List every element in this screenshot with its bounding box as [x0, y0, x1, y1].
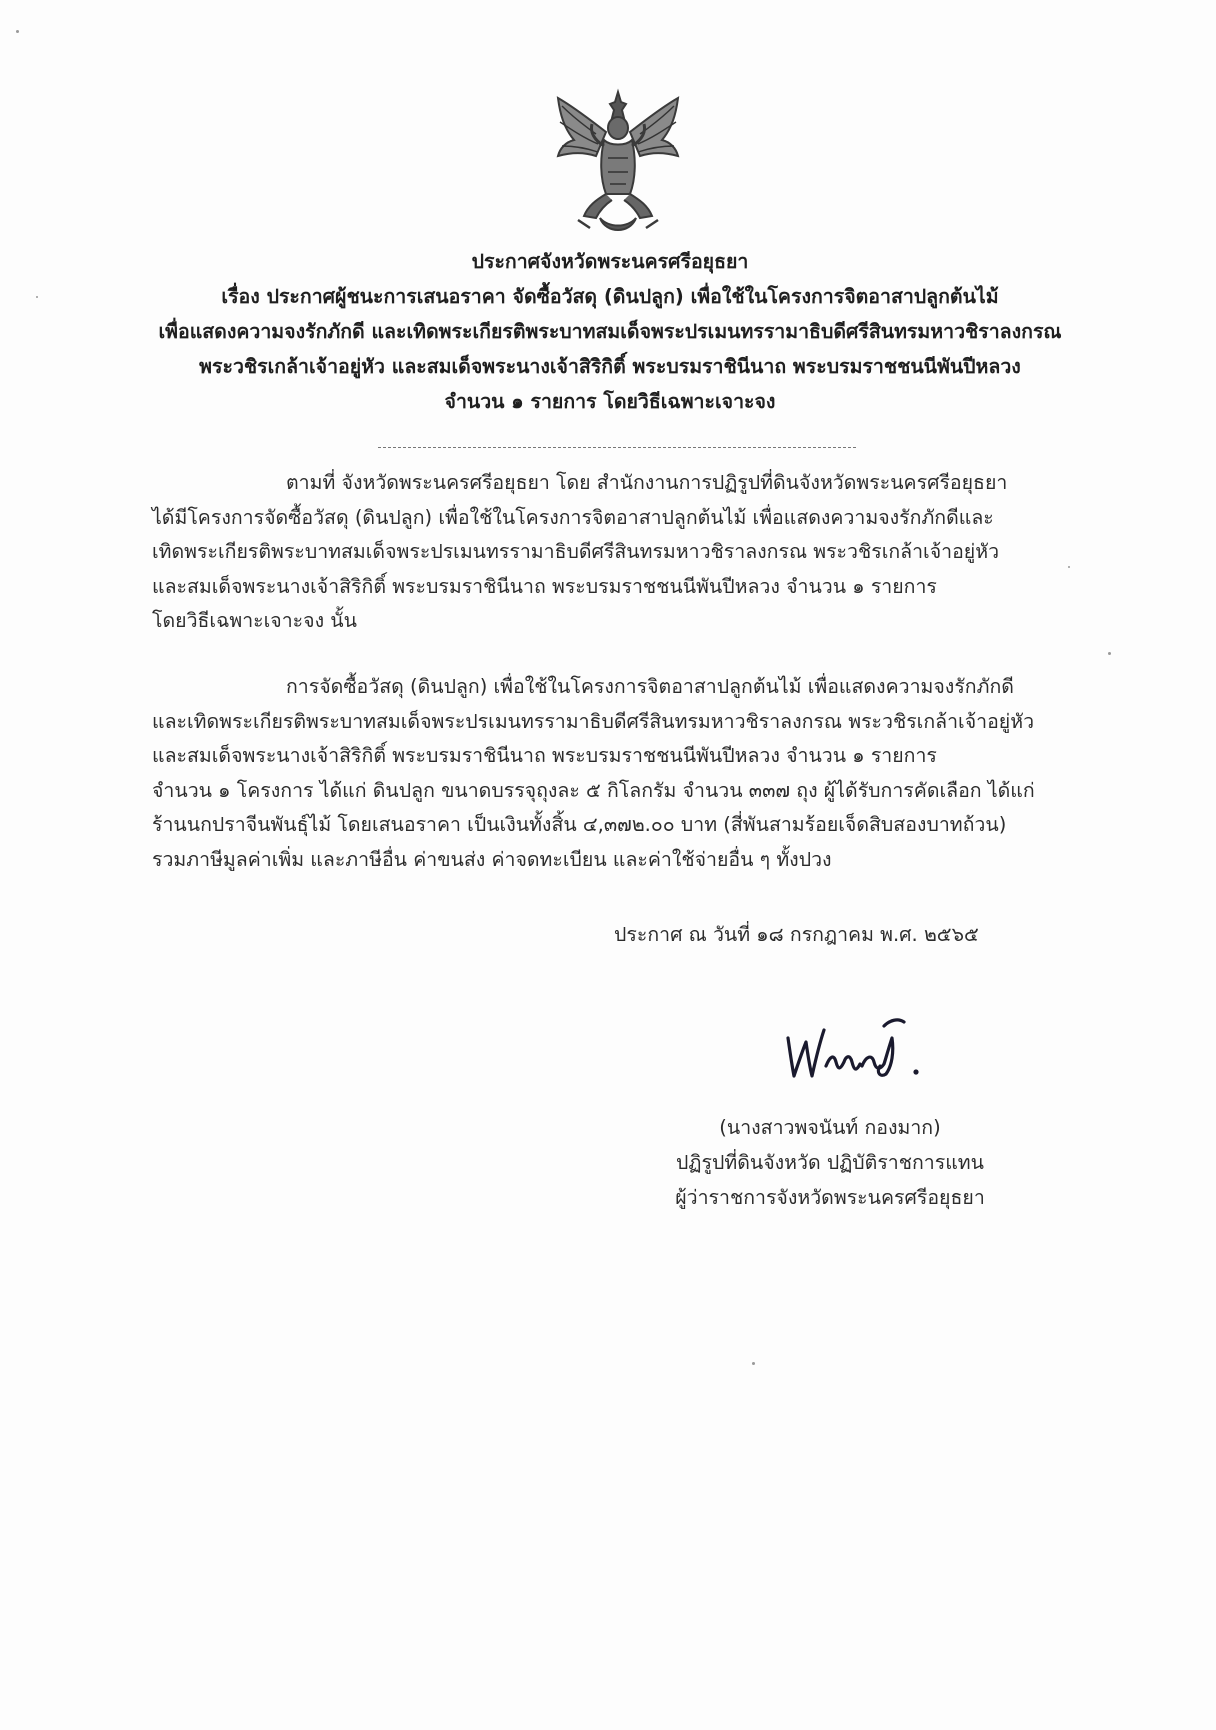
paragraph-line: ได้มีโครงการจัดซื้อวัสดุ (ดินปลูก) เพื่อใช้ในโครงการจิตอาสาปลูกต้นไม้ เพื่อแสดงความจงรักภักดีและ [152, 505, 994, 529]
scan-speck [1108, 652, 1111, 655]
handwritten-signature [780, 1008, 930, 1088]
announcement-subject-line: จำนวน ๑ รายการ โดยวิธีเฉพาะเจาะจง [444, 390, 776, 413]
paragraph-line: การจัดซื้อวัสดุ (ดินปลูก) เพื่อใช้ในโครงการจิตอาสาปลูกต้นไม้ เพื่อแสดงความจงรักภักดี [286, 675, 1014, 698]
announcement-subject-line: เพื่อแสดงความจงรักภักดี และเทิดพระเกียรติพระบาทสมเด็จพระปรเมนทรรามาธิบดีศรีสินทรมหาวชิราลงกรณ [158, 320, 1062, 343]
announcement-header [140, 244, 1080, 419]
signer-name: (นางสาวพจนันท์ กองมาก) [719, 1116, 941, 1139]
announcement-date: ประกาศ ณ วันที่ ๑๘ กรกฎาคม พ.ศ. ๒๕๖๕ [614, 923, 979, 946]
body-paragraph-1 [152, 466, 1082, 639]
paragraph-line: และสมเด็จพระนางเจ้าสิริกิติ์ พระบรมราชินีนาถ พระบรมราชชนนีพันปีหลวง จำนวน ๑ รายการ [152, 744, 937, 767]
announcement-subject-line: พระวชิรเกล้าเจ้าอยู่หัว และสมเด็จพระนางเจ้าสิริกิติ์ พระบรมราชินีนาถ พระบรมราชชนนีพันปีหลวง [199, 355, 1021, 378]
paragraph-line: ร้านนกปราจีนพันธุ์ไม้ โดยเสนอราคา เป็นเงินทั้งสิ้น ๔,๓๗๒.๐๐ บาท (สี่พันสามร้อยเจ็ดสิบสองบาทถ้วน) [152, 813, 1007, 836]
signer-block [630, 1110, 1030, 1215]
paragraph-line: รวมภาษีมูลค่าเพิ่ม และภาษีอื่น ค่าขนส่ง ค่าจดทะเบียน และค่าใช้จ่ายอื่น ๆ ทั้งปวง [152, 847, 832, 871]
body-paragraph-2 [152, 670, 1082, 877]
paragraph-line: โดยวิธีเฉพาะเจาะจง นั้น [152, 609, 357, 632]
scan-speck [752, 1362, 755, 1365]
paragraph-line: ตามที่ จังหวัดพระนครศรีอยุธยา โดย สำนักงานการปฏิรูปที่ดินจังหวัดพระนครศรีอยุธยา [286, 471, 1008, 494]
paragraph-line: และสมเด็จพระนางเจ้าสิริกิติ์ พระบรมราชินีนาถ พระบรมราชชนนีพันปีหลวง จำนวน ๑ รายการ [152, 574, 937, 598]
paragraph-line: และเทิดพระเกียรติพระบาทสมเด็จพระปรเมนทรรามาธิบดีศรีสินทรมหาวชิราลงกรณ พระวชิรเกล้าเจ้าอยู่หัว [152, 709, 1035, 733]
scan-speck [36, 296, 38, 298]
header-divider [378, 447, 856, 448]
scan-speck [1068, 566, 1070, 568]
announcement-subject: เรื่อง ประกาศผู้ชนะการเสนอราคา จัดซื้อวัสดุ (ดินปลูก) เพื่อใช้ในโครงการจิตอาสาปลูกต้นไม้ [221, 285, 999, 308]
paragraph-line: จำนวน ๑ โครงการ ได้แก่ ดินปลูก ขนาดบรรจุถุงละ ๕ กิโลกรัม จำนวน ๓๓๗ ถุง ผู้ได้รับการคัดเลือก ได้แก่ [152, 778, 1035, 802]
paragraph-line: เทิดพระเกียรติพระบาทสมเด็จพระปรเมนทรรามาธิบดีศรีสินทรมหาวชิราลงกรณ พระวชิรเกล้าเจ้าอยู่หัว [152, 540, 1000, 563]
signer-position: ผู้ว่าราชการจังหวัดพระนครศรีอยุธยา [675, 1186, 985, 1209]
announcement-title: ประกาศจังหวัดพระนครศรีอยุธยา [471, 250, 749, 273]
signer-position: ปฏิรูปที่ดินจังหวัด ปฏิบัติราชการแทน [676, 1151, 984, 1174]
scan-speck [16, 30, 19, 33]
garuda-emblem-icon [548, 88, 688, 238]
